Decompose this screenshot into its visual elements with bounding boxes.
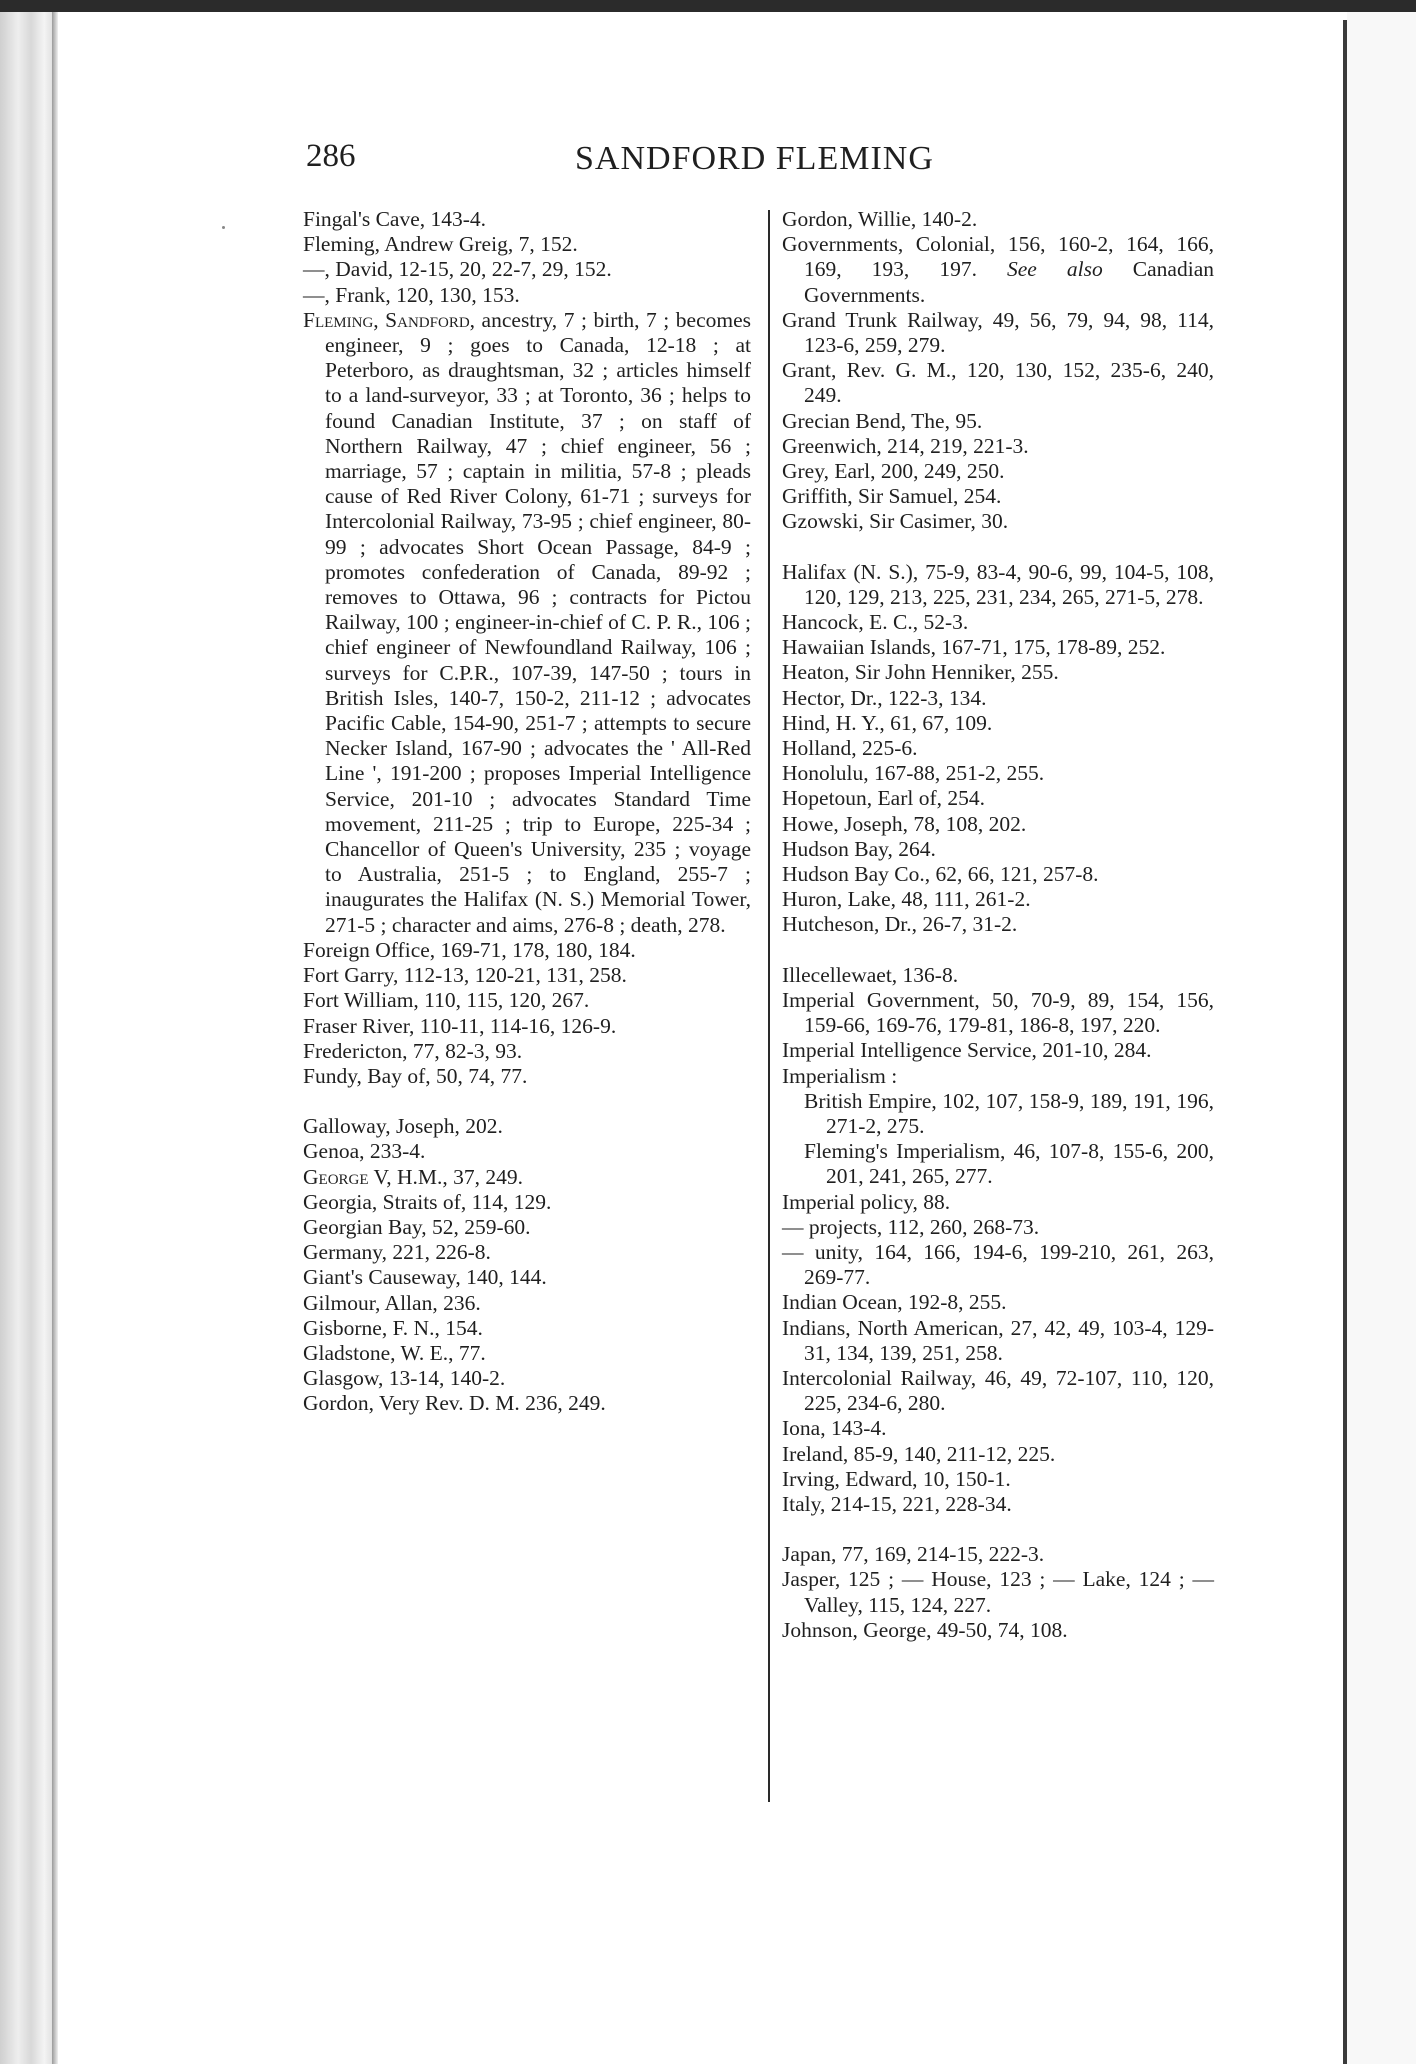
entry-text: Governments, Colonial, 156, 160-2, 164, 166, 169, 193, 197. [782, 232, 1214, 282]
index-entry [303, 1139, 751, 1164]
index-entry [303, 1240, 751, 1265]
entry-text: Imperial Intelligence Service, 201-10, 284. [782, 1038, 1152, 1063]
entry-text: Grand Trunk Railway, 49, 56, 79, 94, 98, 114, 123-6, 259, 279. [782, 307, 1214, 358]
entry-text: Hudson Bay Co., 62, 66, 121, 257-8. [782, 862, 1099, 887]
index-entry [303, 1190, 751, 1215]
index-entry [782, 459, 1214, 484]
entry-text: Hector, Dr., 122-3, 134. [782, 685, 987, 710]
book-gutter-shadow [52, 12, 58, 2064]
index-entry [303, 1039, 751, 1064]
index-entry [782, 232, 1214, 308]
index-entry [782, 1542, 1214, 1567]
entry-text: Gilmour, Allan, 236. [303, 1290, 481, 1315]
index-entry [782, 912, 1214, 937]
index-entry [782, 308, 1214, 358]
entry-text: Hudson Bay, 264. [782, 836, 936, 861]
index-entry [303, 207, 751, 232]
entry-text: Gordon, Very Rev. D. M. 236, 249. [303, 1391, 606, 1416]
index-entry [303, 1114, 751, 1139]
entry-text: Georgia, Straits of, 114, 129. [303, 1189, 552, 1214]
entry-text: Fleming, Andrew Greig, 7, 152. [303, 232, 578, 257]
entry-text: —, Frank, 120, 130, 153. [303, 282, 520, 307]
index-entry [782, 1492, 1214, 1517]
index-entry [782, 1467, 1214, 1492]
index-entry [782, 711, 1214, 736]
entry-text: Indians, North American, 27, 42, 49, 103-4, 129-31, 134, 139, 251, 258. [782, 1315, 1214, 1365]
entry-text: Glasgow, 13-14, 140-2. [303, 1366, 506, 1391]
entry-text: Fredericton, 77, 82-3, 93. [303, 1038, 523, 1063]
index-entry [782, 484, 1214, 509]
index-entry [782, 761, 1214, 786]
index-entry [782, 1064, 1214, 1089]
index-entry [782, 786, 1214, 811]
index-entry [303, 283, 751, 308]
index-entry [303, 1265, 751, 1290]
entry-text: Fraser River, 110-11, 114-16, 126-9. [303, 1013, 617, 1038]
entry-text: Greenwich, 214, 219, 221-3. [782, 433, 1029, 458]
index-column-right [782, 207, 1214, 1643]
index-entry [782, 736, 1214, 761]
index-column-left [303, 207, 751, 1417]
index-entry [303, 1291, 751, 1316]
entry-text: Hancock, E. C., 52-3. [782, 610, 969, 635]
index-entry [303, 1014, 751, 1039]
index-entry [303, 1366, 751, 1391]
index-entry [782, 963, 1214, 988]
index-entry [782, 1240, 1214, 1290]
scanner-top-border [0, 0, 1416, 12]
index-entry [303, 1064, 751, 1089]
entry-text: Giant's Causeway, 140, 144. [303, 1265, 547, 1290]
letter-group-gap [303, 1089, 751, 1114]
entry-text: Foreign Office, 169-71, 178, 180, 184. [303, 937, 636, 962]
entry-heading: Fleming, Sandford, [303, 307, 476, 332]
column-rule [768, 210, 770, 1802]
entry-text: Grant, Rev. G. M., 120, 130, 152, 235-6, 240, 249. [782, 358, 1214, 408]
entry-text: Fingal's Cave, 143-4. [303, 207, 487, 231]
index-entry [782, 660, 1214, 685]
entry-text: Griffith, Sir Samuel, 254. [782, 484, 1002, 509]
entry-text: ancestry, 7 ; birth, 7 ; becomes engineer, 9 ; goes to Canada, 12-18 ; at Peterboro, as draughtsman, 32 ; articles himself to a land-surveyor, 33 ; at Toronto, 36 ; helps to found Canadian Institute, 37 ; on staff of Northern Railway, 47 ; chief engineer, 56 ; marriage, 57 ; captain in militia, 57-8 ; pleads cause of Red River Colony, 61-71 ; surveys for Intercolonial Railway, 73-95 ; chief engineer, 80-99 ; advocates Short Ocean Passage, 84-9 ; promotes confederation of Canada, 89-92 ; removes to Ottawa, 96 ; contracts for Pictou Railway, 100 ; engineer-in-chief of C. P. R., 106 ; chief engineer of Newfoundland Railway, 106 ; surveys for C.P.R., 107-39, 147-50 ; tours in British Isles, 140-7, 150-2, 211-12 ; advocates Pacific Cable, 154-90, 251-7 ; attempts to secure Necker Island, 167-90 ; advocates the ' All-Red Line ', 191-200 ; proposes Imperial Intelligence Service, 201-10 ; advocates Standard Time movement, 211-25 ; trip to Europe, 225-34 ; Chancellor of Queen's University, 235 ; voyage to Australia, 251-5 ; to England, 255-7 ; inaugurates the Halifax (N. S.) Memorial Tower, 271-5 ; character and aims, 276-8 ; death, 278. [325, 307, 751, 937]
entry-text: Gisborne, F. N., 154. [303, 1315, 483, 1340]
entry-text: — projects, 112, 260, 268-73. [782, 1214, 1040, 1239]
index-entry [782, 1618, 1214, 1643]
entry-text: Grecian Bend, The, 95. [782, 408, 983, 433]
index-entry [303, 232, 751, 257]
entry-text: Iona, 143-4. [782, 1416, 887, 1441]
index-entry [782, 1316, 1214, 1366]
index-entry [303, 1341, 751, 1366]
letter-group-gap [782, 938, 1214, 963]
index-entry [782, 409, 1214, 434]
entry-text: Georgian Bay, 52, 259-60. [303, 1214, 531, 1239]
entry-text: Fort William, 110, 115, 120, 267. [303, 988, 590, 1013]
index-entry [782, 1290, 1214, 1315]
entry-text: Gladstone, W. E., 77. [303, 1340, 486, 1365]
entry-text-tail: Canadian Governments. [804, 257, 1214, 307]
index-entry [303, 963, 751, 988]
entry-text: Illecellewaet, 136-8. [782, 962, 959, 987]
index-entry [782, 635, 1214, 660]
entry-text: Italy, 214-15, 221, 228-34. [782, 1491, 1012, 1516]
index-entry [782, 862, 1214, 887]
book-spine-edge [0, 12, 52, 2064]
entry-text: Imperialism : [782, 1063, 898, 1088]
index-entry [782, 207, 1214, 232]
entry-text: Fundy, Bay of, 50, 74, 77. [303, 1063, 528, 1088]
index-entry [303, 257, 751, 282]
entry-text: V, H.M., 37, 249. [368, 1164, 524, 1189]
index-entry [782, 812, 1214, 837]
entry-text: Gzowski, Sir Casimer, 30. [782, 509, 1009, 534]
entry-text: Johnson, George, 49-50, 74, 108. [782, 1617, 1068, 1642]
index-subentry [782, 1139, 1214, 1189]
index-entry [303, 1165, 751, 1190]
paper-speck [222, 226, 225, 229]
entry-text: Genoa, 233-4. [303, 1139, 426, 1164]
entry-text: — unity, 164, 166, 194-6, 199-210, 261, 263, 269-77. [782, 1239, 1214, 1290]
index-entry [782, 1190, 1214, 1215]
index-entry [303, 1215, 751, 1240]
entry-text: Germany, 221, 226-8. [303, 1240, 491, 1265]
index-entry [782, 560, 1214, 610]
entry-text: Huron, Lake, 48, 111, 261-2. [782, 887, 1031, 912]
entry-text: Imperial Government, 50, 70-9, 89, 154, 156, 159-66, 169-76, 179-81, 186-8, 197, 220. [782, 987, 1214, 1038]
entry-heading: George [303, 1164, 369, 1189]
index-entry [782, 358, 1214, 408]
index-entry [303, 308, 751, 938]
entry-text: Imperial policy, 88. [782, 1189, 951, 1214]
index-entry [782, 610, 1214, 635]
index-subentry [782, 1089, 1214, 1139]
entry-text: Hutcheson, Dr., 26-7, 31-2. [782, 912, 1018, 937]
running-head: SANDFORD FLEMING [575, 140, 934, 177]
index-entry [782, 837, 1214, 862]
index-entry [782, 887, 1214, 912]
entry-text: British Empire, 102, 107, 158-9, 189, 191, 196, 271-2, 275. [804, 1088, 1214, 1138]
entry-text: Hopetoun, Earl of, 254. [782, 786, 986, 811]
entry-text: Heaton, Sir John Henniker, 255. [782, 660, 1059, 685]
entry-text: Japan, 77, 169, 214-15, 222-3. [782, 1542, 1045, 1567]
entry-text: Howe, Joseph, 78, 108, 202. [782, 811, 1027, 836]
index-entry [782, 1215, 1214, 1240]
entry-text: Fort Garry, 112-13, 120-21, 131, 258. [303, 963, 627, 988]
entry-text: Grey, Earl, 200, 249, 250. [782, 459, 1005, 484]
entry-text: Fleming's Imperialism, 46, 107-8, 155-6, 200, 201, 241, 265, 277. [804, 1139, 1214, 1189]
entry-text: Jasper, 125 ; — House, 123 ; — Lake, 124 ; — Valley, 115, 124, 227. [782, 1567, 1214, 1617]
index-entry [303, 988, 751, 1013]
index-entry [782, 1366, 1214, 1416]
letter-group-gap [782, 1517, 1214, 1542]
index-entry [782, 1416, 1214, 1441]
index-entry [782, 1442, 1214, 1467]
index-entry [303, 938, 751, 963]
index-entry [782, 686, 1214, 711]
index-entry [303, 1316, 751, 1341]
entry-text: Honolulu, 167-88, 251-2, 255. [782, 761, 1045, 786]
index-entry [782, 988, 1214, 1038]
index-entry [303, 1391, 751, 1416]
index-entry [782, 1038, 1214, 1063]
index-entry [782, 434, 1214, 459]
index-entry [782, 509, 1214, 534]
page-number: 286 [306, 138, 356, 174]
entry-text: —, David, 12-15, 20, 22-7, 29, 152. [303, 257, 612, 282]
entry-text: Intercolonial Railway, 46, 49, 72-107, 110, 120, 225, 234-6, 280. [782, 1365, 1214, 1416]
entry-text: Hind, H. Y., 61, 67, 109. [782, 710, 993, 735]
entry-text: Galloway, Joseph, 202. [303, 1114, 503, 1139]
entry-cross-reference: See also [1007, 257, 1103, 282]
entry-text: Holland, 225-6. [782, 736, 918, 761]
letter-group-gap [782, 535, 1214, 560]
entry-text: Gordon, Willie, 140-2. [782, 207, 978, 231]
entry-text: Halifax (N. S.), 75-9, 83-4, 90-6, 99, 104-5, 108, 120, 129, 213, 225, 231, 234, 265, 271-5, 278. [782, 559, 1214, 609]
scan-right-margin [1347, 12, 1416, 2064]
index-entry [782, 1567, 1214, 1617]
entry-text: Hawaiian Islands, 167-71, 175, 178-89, 252. [782, 635, 1166, 660]
entry-text: Ireland, 85-9, 140, 211-12, 225. [782, 1441, 1056, 1466]
entry-text: Indian Ocean, 192-8, 255. [782, 1290, 1007, 1315]
entry-text: Irving, Edward, 10, 150-1. [782, 1466, 1011, 1491]
